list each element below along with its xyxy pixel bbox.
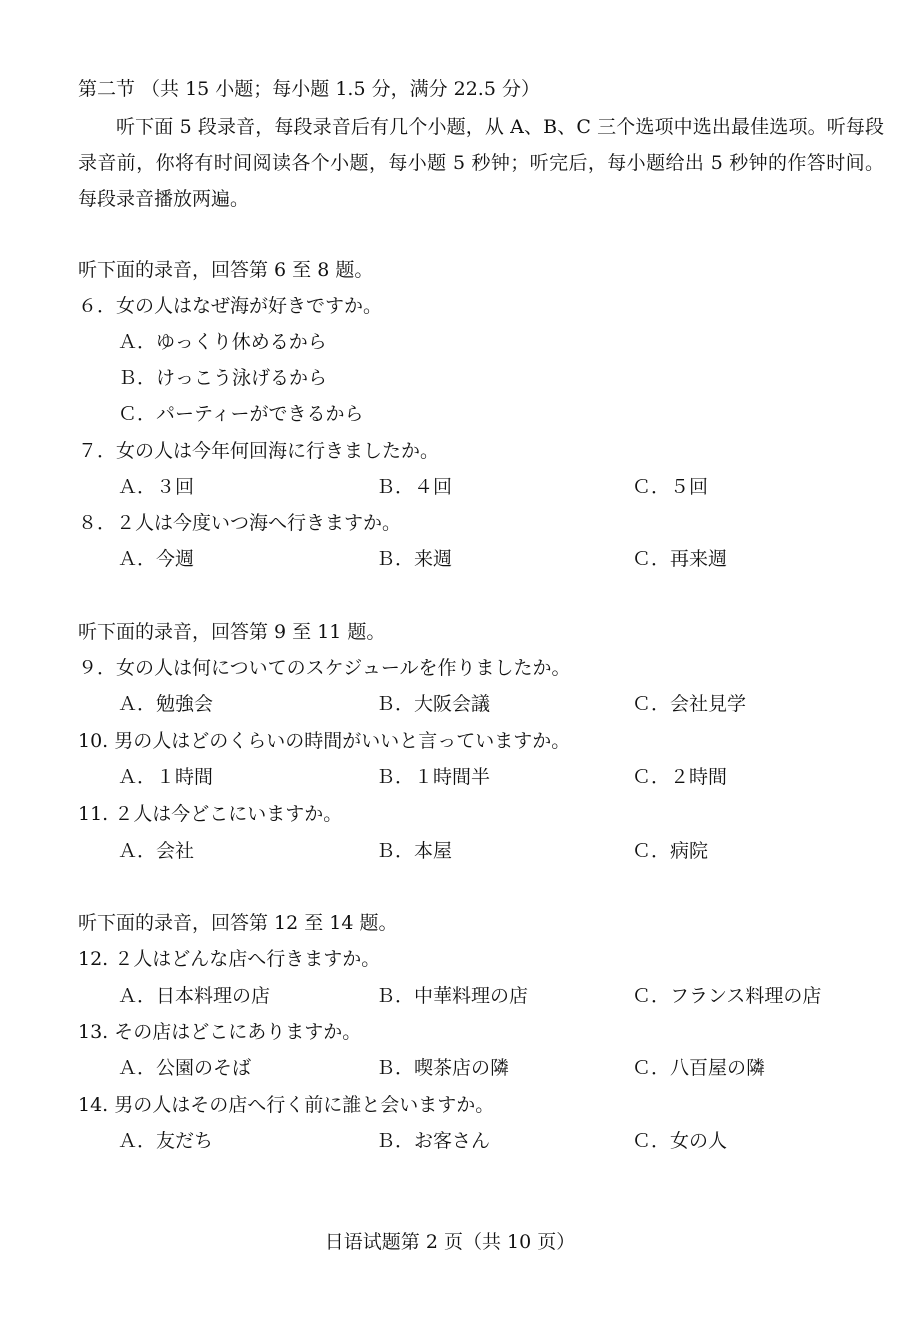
option-10b: Ｂ．１時間半 [376, 766, 491, 788]
option-7c: Ｃ．５回 [632, 476, 709, 498]
option-10c: Ｃ．２時間 [632, 766, 728, 788]
question-8: ８．２人は今度いつ海へ行きますか。 [78, 512, 402, 534]
option-11c: Ｃ．病院 [632, 840, 709, 862]
question-11: 11. ２人は今どこにいますか。 [78, 803, 343, 825]
option-8a: Ａ．今週 [118, 548, 195, 570]
section-instructions: 听下面 5 段录音，每段录音后有几个小题，从 A、B、C 三个选项中选出最佳选项。听每段录音前，你将有时间阅读各个小题，每小题 5 秒钟；听完后，每小题给出 5 秒钟的作答时间。每段录音播放两遍。 [78, 116, 884, 210]
question-14: 14. 男の人はその店へ行く前に誰と会いますか。 [78, 1094, 495, 1116]
option-10a: Ａ．１時間 [118, 766, 214, 788]
option-9a: Ａ．勉強会 [118, 693, 214, 715]
option-14c: Ｃ．女の人 [632, 1130, 728, 1152]
option-11b: Ｂ．本屋 [376, 840, 453, 862]
option-13b: Ｂ．喫茶店の隣 [376, 1057, 510, 1079]
option-13c: Ｃ．八百屋の隣 [632, 1057, 766, 1079]
group-intro: 听下面的录音，回答第 12 至 14 题。 [78, 912, 398, 934]
question-6: ６．女の人はなぜ海が好きですか。 [78, 295, 383, 317]
group-intro: 听下面的录音，回答第 9 至 11 题。 [78, 621, 386, 643]
option-9c: Ｃ．会社見学 [632, 693, 747, 715]
option-7a: Ａ．３回 [118, 476, 195, 498]
question-10: 10. 男の人はどのくらいの時間がいいと言っていますか。 [78, 730, 571, 752]
option-8b: Ｂ．来週 [376, 548, 453, 570]
option-14b: Ｂ．お客さん [376, 1130, 491, 1152]
option-14a: Ａ．友だち [118, 1130, 214, 1152]
question-9: ９．女の人は何についてのスケジュールを作りましたか。 [78, 657, 571, 679]
option-13a: Ａ．公園のそば [118, 1057, 252, 1079]
option-6c: Ｃ．パーティーができるから [118, 403, 364, 425]
group-intro: 听下面的录音，回答第 6 至 8 题。 [78, 259, 374, 281]
question-12: 12. ２人はどんな店へ行きますか。 [78, 948, 381, 970]
question-7: ７．女の人は今年何回海に行きましたか。 [78, 440, 440, 462]
section-heading: 第二节 （共 15 小题；每小题 1.5 分，满分 22.5 分） [78, 78, 540, 100]
option-7b: Ｂ．４回 [376, 476, 453, 498]
option-9b: Ｂ．大阪会議 [376, 693, 491, 715]
option-12c: Ｃ．フランス料理の店 [632, 985, 822, 1007]
option-12a: Ａ．日本料理の店 [118, 985, 271, 1007]
page-footer: 日语试题第 2 页（共 10 页） [324, 1231, 576, 1253]
option-6b: Ｂ．けっこう泳げるから [118, 367, 328, 389]
option-8c: Ｃ．再来週 [632, 548, 728, 570]
option-12b: Ｂ．中華料理の店 [376, 985, 529, 1007]
option-11a: Ａ．会社 [118, 840, 195, 862]
option-6a: Ａ．ゆっくり休めるから [118, 331, 327, 353]
question-13: 13. その店はどこにありますか。 [78, 1021, 362, 1043]
